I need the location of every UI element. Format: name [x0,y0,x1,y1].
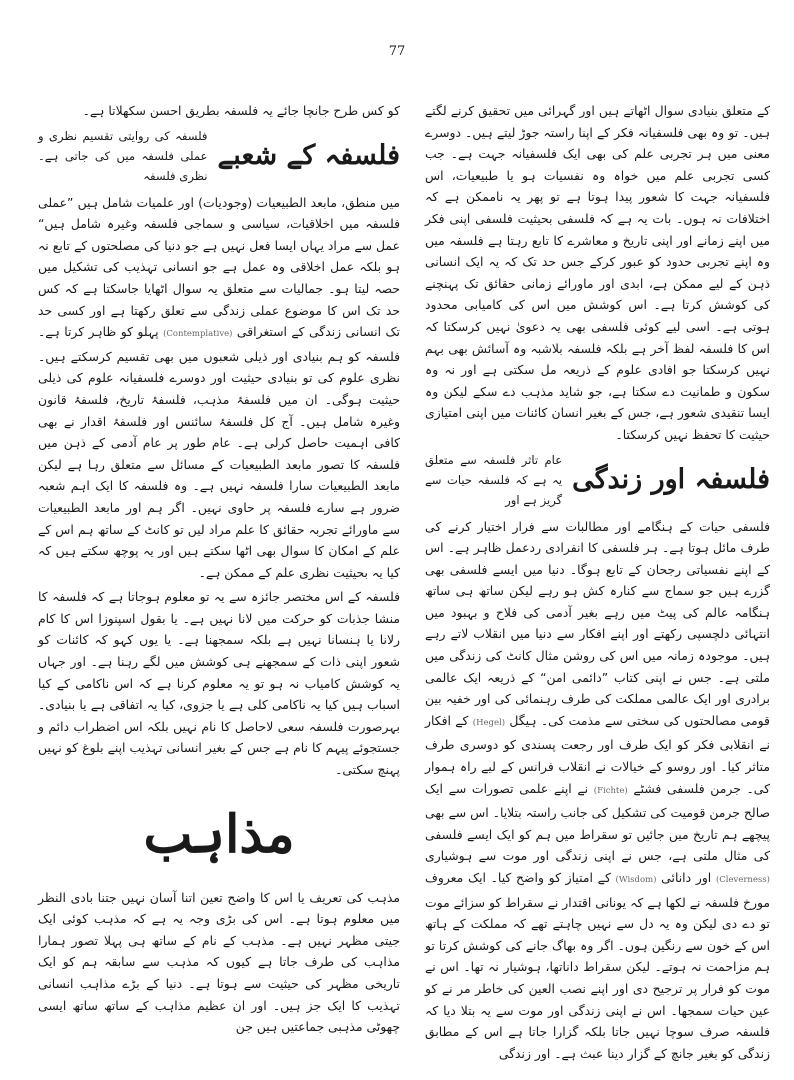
paragraph-text: میں منطق، مابعد الطبیعیات (وجودیات) اور علمیات شامل ہیں ”عملی فلسفہ میں اخلاقیات، سیاسی و سماجی فلسفہ وغیرہ شامل ہیں“ عمل سے مراد یہاں ایسا فعل نہیں ہے جو دنیا کی مصلحتوں کے تابع نہ ہو بلکہ عمل اخلاقی وہ عمل ہے جو انسانی تہذیب کی تشکیل میں حصہ لیتا ہو۔ جمالیات سے متعلق یہ سوال اٹھایا جاسکتا ہے کہ کس حد تک اس کا موضوع عملی زندگی سے تعلق رکھتا ہے اور کسی حد تک انسانی زندگی کے استغراقی [38,194,400,340]
right-column [425,100,770,1067]
religions-heading: مذاہب [143,803,295,865]
section-header-philosophy-and-life [425,450,770,510]
body-paragraph [425,516,770,1065]
paragraph-text: نے اپنے علمی تصورات سے ایک صالح جرمن قومیت کی تشکیل کی جانب راستہ بتلایا۔ اس سے بھی پیچھے ہم تاریخ میں جائیں تو سقراط میں ہم کو ایک ایسے فلسفی کی مثال ملتی ہے، جس نے اپنی زندگی اور موت سے ہوشیاری [425,780,770,864]
page-number: 77 [388,44,406,59]
paragraph-text: کے امتیاز کو واضح کیا۔ ایک معروف مورخ فلسفہ نے لکھا ہے کہ یونانی اقتدار نے سقراط کو سزائے موت تو دے دی لیکن وہ یہ دل سے نہیں چاہتے تھے کہ مملکت کے ہاتھ اس کے خون سے رنگین ہوں۔ اگر وہ بھاگ جانے کی کوشش کرتا تو ہم مزاحمت نہ ہوتے۔ لیکن سقراط داناتھا، ہوشیار نہ تھا۔ اس نے موت کو فرار پر ترجیح دی اور اپنے نصب العین کی خاطر مر نے کو عین حیات سمجھا۔ اس نے اپنی زندگی اور موت سے یہ بتلا دیا کہ فلسفہ صرف سوچا نہیں جاتا بلکہ گزارا جاتا ہے اس کے مطابق زندگی کو بغیر جانچ کے گزار دینا عبث ہے۔ اور زندگی [425,870,770,1061]
section-header-branches-of-philosophy [38,126,400,186]
paragraph-text: پہلو کو ظاہر کرتا ہے۔ فلسفہ کو ہم بنیادی اور ذیلی شعبوں میں بھی تقسیم کرسکتے ہیں۔ نظری علوم کی تو بنیادی حیثیت اور دوسرے فلسفیانہ علوم کی ذیلی حیثیت ہوگی۔ ان میں فلسفۂ مذہب، فلسفۂ تاریخ، فلسفۂ قانون وغیرہ شامل ہیں۔ آج کل فلسفۂ سائنس اور فلسفۂ اقدار نے بھی کافی اہمیت حاصل کرلی ہے۔ عام طور پر عام آدمی کے ذہن میں فلسفہ کا تصور مابعد الطبیعیات کے مسائل سے متعلق رہا ہے لیکن مابعد الطبیعیات سارا فلسفہ نہیں ہے۔ وہ فلسفہ کا ایک اہم شعبہ ضرور ہے سارے فلسفہ پر حاوی نہیں۔ اگر ہم اور مابعد الطبیعیات سے ماورائے تجربہ حقائق کا علم مراد لیں تو کانٹ کے ساتھ ہم اس کے علم کے امکان کا سوال بھی اٹھا سکتے ہیں اور یہ پوچھ سکتے ہیں کہ کیا یہ بحیثیت نظری علم کے ممکن ہے۔ [38,324,400,580]
right-intro-paragraph: کے متعلق بنیادی سوال اٹھاتے ہیں اور گہرائی میں تحقیق کرنے لگتے ہیں۔ تو وہ بھی فلسفیانہ فکر کے اپنا راستہ جوڑ لیتے ہیں۔ دوسرے معنی میں ہر تجربی علم کی بھی ایک فلسفیانہ جہت ہے۔ جب کسی تجربی علم میں خواہ وہ نفسیات ہو یا طبیعیات، اس فلسفیانہ جہت کا شعور پیدا ہوتا ہے تو پھر یہ ناممکن ہے کہ اختلافات نہ ہوں۔ بات یہ ہے کہ فلسفی بحیثیت فلسفی اپنی فکر میں اپنے زمانے اور اپنی تاریخ و معاشرے کا تابع رہتا ہے فلسفہ میں وہ اپنے تجربی حدود کو عبور کرکے جس حد تک کہ یہ ایک انسانی ذہن کے لیے ممکن ہے، ابدی اور ماورائے زمانی حقائق تک پہنچنے کی کوشش کرتا ہے۔ اس کوشش میں اس کی کامیابی محدود ہوتی ہے۔ اسی لیے کوئی فلسفی بھی یہ دعویٰ نہیں کرسکتا کہ اس کا فلسفہ لفظ آخر ہے بلکہ فلسفہ بلاشبہ وہ آسائش بھی بہم نہیں کرسکتا جو افادی علوم کے ذریعہ مل سکتی ہے اور نہ وہ سکون و طمانیت دے سکتا ہے، جو شاید مذہب دے سکے لیکن وہ ایسا تنقیدی شعور ہے، جس کے بغیر انسان کائنات میں اپنی امتیازی حیثیت کا تحفظ نہیں کرسکتا۔ [425,103,770,442]
paragraph-text: فلسفی حیات کے ہنگامے اور مطالبات سے فرار اختیار کرنے کی طرف مائل ہوتا ہے۔ ہر فلسفی کا انفرادی ردعمل ظاہر ہے۔ اس کے اپنے نفسیاتی رجحان کے تابع ہوگا۔ دنیا میں ایسے فلسفی بھی گزرے ہیں جو سماج سے کنارہ کش ہو رہے لیکن ساتھ ہی ساتھ ہنگامہ عالم کی پیٹ میں رہے بغیر آدمی کی فلاح و بہبود میں انتہائی دلچسپی رکھتے اور اپنے افکار سے دنیا میں انقلاب لاتے رہے ہیں۔ موجودہ زمانہ میں اس کی روشن مثال کانٹ کی زندگی میں ملتی ہے۔ جس نے اپنی کتاب ”دائمی امن“ کے ذریعہ ایک عالمی برادری اور ایک عالمی مملکت کی طرف رہنمائی کی اور خفیہ بین قومی مصالحتوں کی سختی سے مذمت کی۔ ہیگل [425,518,770,728]
section-heading: فلسفہ اور زندگی [572,463,770,495]
section-heading-note: فلسفہ کی روایتی تقسیم نظری و عملی فلسفہ میں کی جاتی ہے۔ نظری فلسفہ [38,128,208,183]
paragraph-text: اور دانائی [661,870,712,885]
left-column [38,100,400,1041]
body-paragraph [38,192,400,584]
left-intro-paragraph: کو کس طرح جانچا جائے یہ فلسفہ بطریق احسن سکھلاتا ہے۔ [82,103,400,118]
latin-term-cleverness: (Cleverness) [715,875,770,885]
body-paragraph: مذہب کی تعریف یا اس کا واضح تعین اتنا آسان نہیں جتنا بادی النظر میں معلوم ہوتا ہے۔ اس کی بڑی وجہ یہ ہے کہ مذہب کوئی ایک جیتی مظہر نہیں ہے۔ مذہب کے نام کے ساتھ ہی پہلا تصور ہمارا مذاہب کی طرف جاتا ہے کیوں کہ مذہب سے سابقہ ہم کو ایک تاریخی مظہر کی حیثیت سے ہوتا ہے۔ دنیا کے بڑے مذاہب انسانی تہذیب کا ایک جز ہیں۔ اور ان عظیم مذاہب کے ساتھ ساتھ ایسی چھوٹی مذہبی جماعتیں ہیں جن [38,889,400,1035]
latin-term-contemplative: (Contemplative) [163,329,233,340]
latin-term-wisdom: (Wisdom) [615,875,657,885]
latin-term-hegel: (Hegel) [472,717,506,728]
section-heading-note: عام تاثر فلسفہ سے متعلق یہ ہے کہ فلسفہ حیات سے گریز ہے اور [425,452,563,507]
paragraph-text: کے افکار نے انقلابی فکر کو ایک طرف اور رجعت پسندی کو دوسری طرف متاثر کیا۔ اور روسو کے خیالات نے انقلاب فرانس کے لیے راہ ہموار کی۔ جرمن فلسفی فشٹے [425,712,770,796]
body-paragraph: فلسفہ کے اس مختصر جائزہ سے یہ تو معلوم ہوجاتا ہے کہ فلسفہ کا منشا جذبات کو حرکت میں لانا نہیں ہے۔ یا بقول اسپنوزا اس کا کام رلانا یا ہنسانا نہیں ہے بلکہ سمجھنا ہے۔ یا یوں کہو کہ کائنات کو شعور اپنی ذات کے سمجھنے ہی کوشش میں لگے رہنا ہے۔ اور جہاں یہ کوشش کامیاب نہ ہو تو یہ معلوم کرنا ہے کہ اس ناکامی کے کیا اسباب ہیں کیا یہ ناکامی کلی ہے یا جزوی، کیا یہ اتفاقی ہے یا بنیادی۔ بہرصورت فلسفہ سعی لاحاصل کا نام نہیں بلکہ اس اضطراب دائم و جستجوئے پیہم کا نام ہے جس کے بغیر انسانی تہذیب اپنے بلوغ کو نہیں پہنچ سکتی۔ [38,589,400,778]
latin-term-fichte: (Fichte) [593,785,628,796]
section-heading: فلسفہ کے شعبے [217,139,400,171]
